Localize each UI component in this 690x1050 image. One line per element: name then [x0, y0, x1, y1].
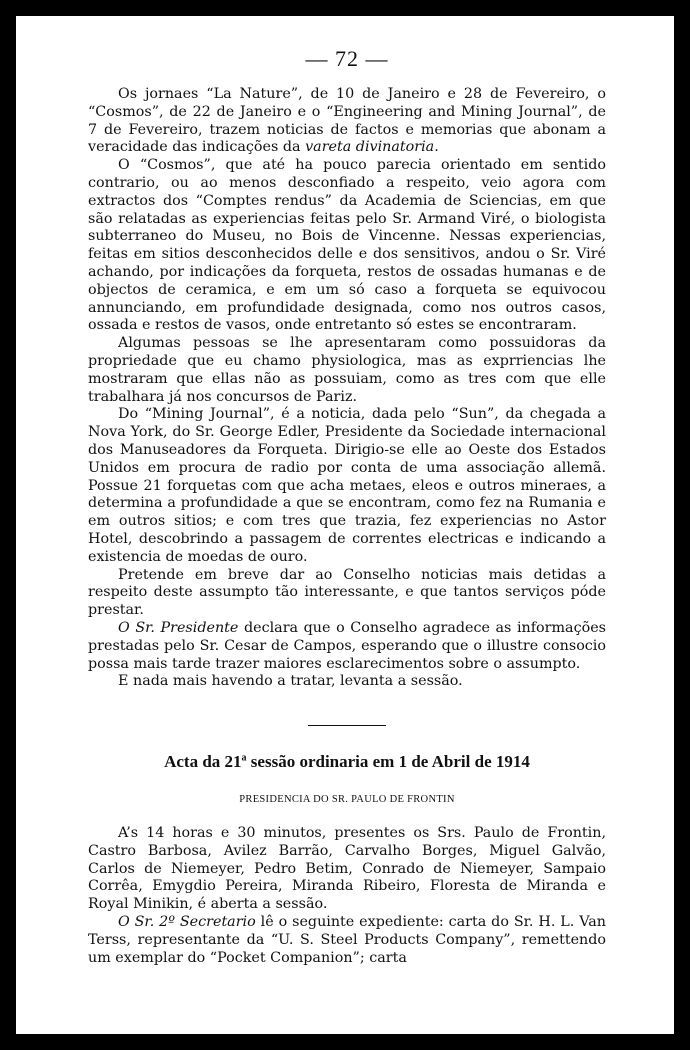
section-title-sup: a [241, 752, 247, 764]
page-content [88, 46, 606, 967]
paragraph [88, 335, 606, 406]
minutes-new-session [88, 825, 606, 967]
section-title-post: sessão ordinaria em 1 de Abril de 1914 [246, 752, 530, 772]
page-number: — 72 — [305, 46, 389, 71]
text-run: O “Cosmos”, que até ha pouco parecia orientado em sentido contrario, ou ao menos desconfiado a respeito, veio agora com extractos dos “Comptes rendus” da Academia de Sciencias, em que são relatadas as experiencias feitas pelo Sr. Armand Viré, o biologista subterraneo do Museu, no Bois de Vincenne. Nessas experiencias, feitas em sitios desconhecidos delle e dos sensitivos, andou o Sr. Viré achando, por indicações da forqueta, restos de ossadas humanas e de objectos de ceramica, e em um só caso a forqueta se equivocou annunciando, em profundidade designada, como nos outros casos, ossada e restos de vasos, onde entretanto só estes se encontraram. [88, 157, 606, 334]
paragraph [88, 157, 606, 335]
section-title [88, 752, 606, 772]
text-run: lê o seguinte expediente: carta do Sr. H. L. Van Terss, representante da “U. S. Steel Products Company”, remettendo um exemplar do “Pocket Companion”; carta [88, 914, 606, 966]
paragraph [88, 406, 606, 566]
paragraph [88, 620, 606, 673]
italic-text: vareta divinatoria [305, 139, 435, 156]
text-run: Do “Mining Journal”, é a noticia, dada pelo “Sun”, da chegada a Nova York, do Sr. George Edler, Presidente da Sociedade internacional dos Manuseadores da Forqueta. Dirigio-se elle ao Oeste dos Estados Unidos em procura de radio por conta de uma associação allemã. Possue 21 forquetas com que acha metaes, eleos e outros mineraes, a determina a profundidade a que se encontram, como fez na Rumania e em outros sitios; e com tres que trazia, fez experiencias no Astor Hotel, descobrindo a passagem de correntes electricas e indicando a existencia de moedas de ouro. [88, 406, 606, 565]
text-run: Algumas pessoas se lhe apresentaram como possuidoras da propriedade que eu chamo physiologica, mas as exprriencias lhe mostraram que ellas não as possuiam, como as tres com que elle trabalhara já nos concursos de Pariz. [88, 335, 606, 405]
paragraph [88, 825, 606, 914]
italic-text: O Sr. 2º Secretario [118, 914, 256, 931]
paragraph [88, 86, 606, 157]
document-page [16, 16, 674, 1034]
text-run: Pretende em breve dar ao Conselho noticias mais detidas a respeito deste assumpto tão interessante, e que tantos serviços póde prestar. [88, 566, 606, 619]
text-run: E nada mais havendo a tratar, levanta a sessão. [118, 673, 463, 690]
minutes-continuation [88, 86, 606, 691]
paragraph [88, 567, 606, 620]
text-run: . [434, 139, 439, 156]
section-title-pre: Acta da 21 [164, 752, 242, 772]
text-run: declara que o Conselho agradece as informações prestadas pelo Sr. Cesar de Campos, esperando que o illustre consocio possa mais tarde trazer maiores esclarecimentos sobre o assumpto. [88, 619, 606, 672]
presidency-line: PRESIDENCIA DO SR. PAULO DE FRONTIN [239, 794, 455, 806]
section-divider [308, 725, 386, 726]
text-run: A’s 14 horas e 30 minutos, presentes os Srs. Paulo de Frontin, Castro Barbosa, Avilez Barrão, Carvalho Borges, Miguel Galvão, Carlos de Niemeyer, Pedro Betim, Conrado de Niemeyer, Sampaio Corrêa, Emygdio Pereira, Miranda Ribeiro, Floresta de Miranda e Royal Minikin, é aberta a sessão. [88, 825, 606, 913]
paragraph [88, 673, 606, 691]
italic-text: O Sr. Presidente [118, 619, 239, 636]
paragraph [88, 914, 606, 967]
text-run: Os jornaes “La Nature”, de 10 de Janeiro e 28 de Fevereiro, o “Cosmos”, de 22 de Janeiro e o “Engineering and Mining Journal”, de 7 de Fevereiro, trazem noticias de factos e memorias que abonam a veracidade das indicações da [88, 86, 606, 156]
